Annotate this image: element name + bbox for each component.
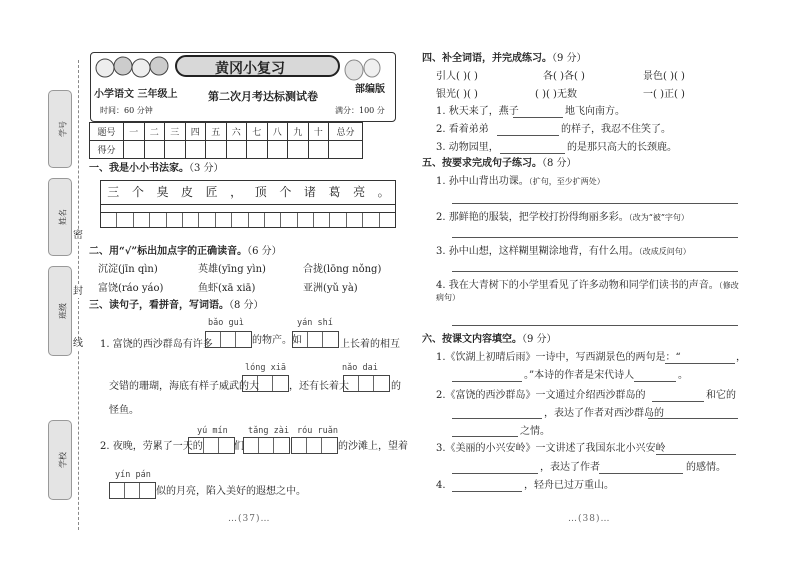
idiom-blank[interactable]: 景色( )( ) xyxy=(643,71,685,82)
score-input[interactable] xyxy=(247,141,268,159)
score-input[interactable] xyxy=(288,141,309,159)
pinyin-hint: róu ruǎn xyxy=(297,426,338,436)
question-text: 1.《饮湖上初晴后雨》一诗中，写西湖景色的两句是：“ xyxy=(436,352,681,363)
section-1-title: 一、我是小小书法家。（3 分） xyxy=(89,163,224,174)
answer-line[interactable] xyxy=(452,436,518,437)
question-text: ，表达了作者对西沙群岛的 xyxy=(544,408,664,419)
pronunciation-option[interactable]: 亚洲(yǔ yà) xyxy=(303,283,358,294)
question-text: 4. 我在大青树下的小学里看见了许多动物和同学们读书的声音。（修改病句） xyxy=(436,280,739,302)
time-limit: 时间：60 分钟 xyxy=(100,106,153,115)
question-text: 1. 孙中山背出功课。（扩句，至少扩两处） xyxy=(436,176,605,187)
copy-character: 个 xyxy=(131,185,144,199)
pronunciation-option[interactable]: 富饶(ráo yáo) xyxy=(98,283,164,294)
copy-character: 皮 xyxy=(181,185,194,199)
question-text: 4. xyxy=(436,480,446,491)
score-cell: 八 xyxy=(267,123,288,141)
answer-line[interactable] xyxy=(452,418,542,419)
question-text: 的是那只高大的长颈鹿。 xyxy=(567,142,677,153)
score-input[interactable] xyxy=(185,141,206,159)
score-cell: 三 xyxy=(165,123,186,141)
question-text: ，轻舟已过万重山。 xyxy=(524,480,614,491)
page-number: …(38)… xyxy=(568,514,611,524)
score-cell: 五 xyxy=(206,123,227,141)
answer-line[interactable] xyxy=(652,401,704,402)
exam-title: 第二次月考达标测试卷 xyxy=(208,90,318,103)
question-text: 和它的 xyxy=(706,390,736,401)
pronunciation-option[interactable]: 英雄(yīng yìn) xyxy=(198,264,266,275)
answer-line[interactable] xyxy=(452,491,522,492)
question-text: 3. 孙中山想，这样糊里糊涂地背，有什么用。（改成反问句） xyxy=(436,246,691,257)
word-boxes[interactable] xyxy=(291,437,338,454)
score-input[interactable] xyxy=(267,141,288,159)
question-text: 2. 夜晚，劳累了一天的 xyxy=(100,441,203,452)
idiom-blank[interactable]: 引人( )( ) xyxy=(436,71,478,82)
copy-character: 个 xyxy=(279,185,292,199)
pinyin-hint: nǎo dai xyxy=(342,363,378,373)
answer-line[interactable] xyxy=(500,153,565,154)
question-text: 上长着的相互 xyxy=(340,339,400,350)
copy-character: 。 xyxy=(377,185,390,199)
section-3-title: 三、读句子，看拼音，写词语。（8 分） xyxy=(89,300,264,311)
pinyin-hint: bǎo guì xyxy=(208,318,244,328)
question-text: 3. 动物园里， xyxy=(436,142,499,153)
question-text: 们 xyxy=(234,441,244,452)
idiom-blank[interactable]: 各( )各( ) xyxy=(543,71,585,82)
copy-character: 顶 xyxy=(254,185,267,199)
question-text: 3.《美丽的小兴安岭》一文讲述了我国东北小兴安岭 xyxy=(436,443,666,454)
school-tab: 学校 xyxy=(48,420,72,500)
idiom-blank[interactable]: 一( )正( ) xyxy=(643,89,685,100)
question-text: 1. 富饶的西沙群岛有许多 xyxy=(100,339,213,350)
seal-mark: 密 xyxy=(73,230,83,241)
seal-mark: 线 xyxy=(73,338,83,349)
score-cell: 七 xyxy=(247,123,268,141)
full-score: 满分：100 分 xyxy=(335,106,385,115)
pinyin-hint: lóng xiā xyxy=(245,363,286,373)
balloons-illustration xyxy=(340,58,390,84)
word-boxes[interactable] xyxy=(109,482,156,499)
copy-character: 诸 xyxy=(303,185,316,199)
score-cell: 总分 xyxy=(329,123,363,141)
answer-line[interactable] xyxy=(634,381,676,382)
score-cell: 二 xyxy=(144,123,165,141)
pinyin-hint: tǎng zài xyxy=(248,426,289,436)
word-boxes[interactable] xyxy=(343,375,390,392)
question-text: 2.《富饶的西沙群岛》一文通过介绍西沙群岛的 xyxy=(436,390,646,401)
question-text: 2. 那鲜艳的服装，把学校打扮得绚丽多彩。（改为“被”字句） xyxy=(436,212,689,223)
question-text: 地飞向南方。 xyxy=(565,106,625,117)
score-cell: 一 xyxy=(124,123,145,141)
question-text: ，表达了作者 xyxy=(540,462,600,473)
answer-line[interactable] xyxy=(452,381,522,382)
question-text: 的感情。 xyxy=(686,462,726,473)
score-cell: 六 xyxy=(226,123,247,141)
score-input[interactable] xyxy=(144,141,165,159)
question-text: 2. 看着弟弟 xyxy=(436,124,489,135)
kids-illustration xyxy=(93,54,173,84)
section-6-title: 六、按课文内容填空。（9 分） xyxy=(422,334,557,345)
question-text: 的沙滩上，望着 xyxy=(338,441,408,452)
pinyin-hint: yán shí xyxy=(297,318,333,328)
idiom-blank[interactable]: 银光( )( ) xyxy=(436,89,478,100)
score-cell: 四 xyxy=(185,123,206,141)
question-text: ，还有长着大 xyxy=(289,381,349,392)
score-input[interactable] xyxy=(124,141,145,159)
question-text: 似的月亮，陷入美好的遐想之中。 xyxy=(156,486,306,497)
answer-line[interactable] xyxy=(452,325,738,326)
answer-line[interactable] xyxy=(452,237,738,238)
question-text: ， xyxy=(736,352,746,363)
pronunciation-option[interactable]: 合拢(lōng nǒng) xyxy=(303,264,382,275)
question-text: 1. 秋天来了，燕子 xyxy=(436,106,519,117)
page-number: …(37)… xyxy=(228,514,271,524)
answer-line[interactable] xyxy=(452,203,738,204)
student-number-tab: 学号 xyxy=(48,90,72,168)
pinyin-hint: yín pán xyxy=(115,470,151,480)
word-boxes[interactable] xyxy=(243,437,290,454)
copy-character: 匠 xyxy=(205,185,218,199)
idiom-blank[interactable]: ( )( )无数 xyxy=(535,89,577,100)
question-text: 。”本诗的作者是宋代诗人 xyxy=(524,370,635,381)
answer-line[interactable] xyxy=(497,135,559,136)
question-text: 交错的珊瑚，海底有样子威武的大 xyxy=(109,381,259,392)
answer-line[interactable] xyxy=(452,271,738,272)
question-text: 的样子，我忍不住笑了。 xyxy=(561,124,671,135)
section-4-title: 四、补全词语，并完成练习。（9 分） xyxy=(422,53,587,64)
copy-character: 亮 xyxy=(353,185,366,199)
score-cell: 得分 xyxy=(90,141,124,159)
question-text: 的物产。如 xyxy=(252,335,302,346)
copy-character: 三 xyxy=(107,185,120,199)
answer-line[interactable] xyxy=(656,454,736,455)
question-text: 的 xyxy=(391,381,401,392)
copy-grid[interactable] xyxy=(100,212,396,228)
copy-sample xyxy=(101,182,396,202)
answer-line[interactable] xyxy=(599,473,683,474)
pinyin-hint: yú mín xyxy=(197,426,228,436)
class-tab: 班级 xyxy=(48,266,72,356)
copy-character: ， xyxy=(230,185,243,199)
score-cell: 十 xyxy=(308,123,329,141)
subject-label: 小学语文 三年级上 xyxy=(94,89,178,100)
score-input[interactable] xyxy=(308,141,329,159)
score-input[interactable] xyxy=(165,141,186,159)
copy-character: 臭 xyxy=(156,185,169,199)
question-text: 。 xyxy=(678,370,688,381)
score-table xyxy=(89,122,363,159)
score-input[interactable] xyxy=(206,141,227,159)
pronunciation-option[interactable]: 鱼虾(xā xiā) xyxy=(198,283,256,294)
name-tab: 姓名 xyxy=(48,178,72,256)
score-input[interactable] xyxy=(329,141,363,159)
pronunciation-option[interactable]: 沉淀(jīn qìn) xyxy=(98,264,158,275)
answer-line[interactable] xyxy=(648,418,738,419)
question-text: 之情。 xyxy=(520,426,550,437)
score-cell: 九 xyxy=(288,123,309,141)
answer-line[interactable] xyxy=(513,117,563,118)
section-5-title: 五、按要求完成句子练习。（8 分） xyxy=(422,158,577,169)
score-input[interactable] xyxy=(226,141,247,159)
series-title: 黄冈小复习 xyxy=(215,61,285,77)
edition-label: 部编版 xyxy=(355,84,385,95)
question-text: 怪鱼。 xyxy=(109,405,139,416)
answer-line[interactable] xyxy=(452,473,538,474)
copy-character: 葛 xyxy=(328,185,341,199)
answer-line[interactable] xyxy=(665,363,735,364)
section-2-title: 二、用“√”标出加点字的正确读音。（6 分） xyxy=(89,246,282,257)
seal-mark: 封 xyxy=(73,286,83,297)
score-cell: 题号 xyxy=(90,123,124,141)
